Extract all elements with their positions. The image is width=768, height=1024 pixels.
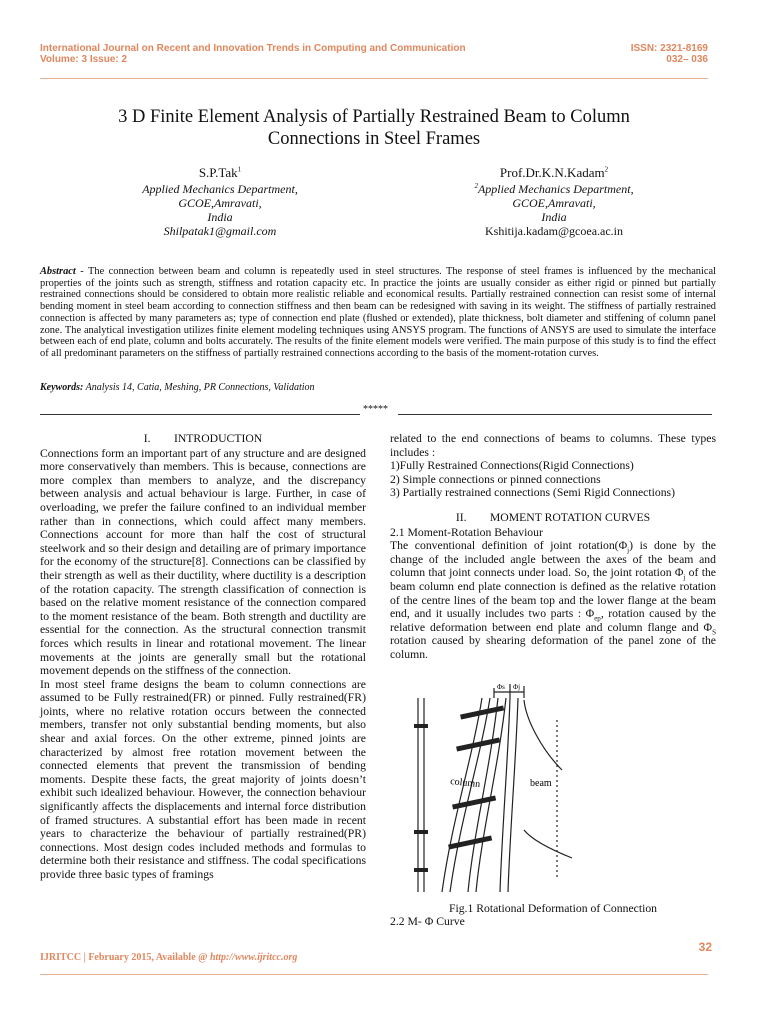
right-column [390, 432, 716, 662]
keywords [40, 382, 716, 394]
subsection-heading-2-1: 2.1 Moment-Rotation Behaviour [390, 525, 543, 539]
author-email[interactable]: Shilpatak1@gmail.com [163, 224, 277, 238]
column-web-line [442, 698, 482, 892]
author-dept: $^2$Applied Mechanics Department, [474, 182, 634, 196]
author-college: GCOE,Amravati, [178, 196, 262, 210]
abstract-label: Abstract [40, 266, 76, 277]
connection-diagram [412, 680, 582, 896]
header-divider [40, 78, 708, 79]
stiffener [414, 830, 428, 834]
beam-bottom-flange [524, 830, 572, 858]
journal-header [40, 43, 466, 65]
column-flange-deformed [468, 698, 498, 892]
column-label: column [449, 776, 481, 791]
stiffener [414, 724, 428, 728]
separator-stars: ***** [363, 404, 388, 415]
abstract [40, 266, 716, 360]
section-separator [40, 405, 712, 417]
phi-s-label: Φs [497, 683, 505, 691]
framing-type-3: 3) Partially restrained connections (Semi Rigid Connections) [390, 486, 675, 500]
paper-title [40, 106, 708, 150]
issn-header [631, 43, 708, 65]
page-range: 032– 036 [666, 54, 708, 65]
section-heading-introduction: I. INTRODUCTION [143, 432, 263, 445]
title-line-2: Connections in Steel Frames [267, 129, 481, 149]
author-1 [70, 166, 370, 238]
intro-paragraph-2: In most steel frame designs the beam to column connections are assumed to be Fully restrained(FR) or pinned. Fully restrained(FR) joints, where no relative rotation occurs between the connected members, transfer not only substantial bending moments, but also shear and axial forces. On the other extreme, pinned joints are characterized by almost free rotation movement between the connected elements that prevent the transmission of bending moments. Despite these facts, the great majority of joints doesn’t exhibit such idealized behaviour. However, the connection behaviour significantly affects the displacements and internal force distribution of framed structures. A substantial effort has been made in recent years to characterize the behaviour of partially restrained(PR) connections. Most design codes included methods and formulas to determine both their resistance and stiffness. The codal specifications provide three basic types of framings [40, 677, 366, 881]
author-college: GCOE,Amravati, [512, 196, 596, 210]
keywords-text: Analysis 14, Catia, Meshing, PR Connections, Validation [83, 382, 315, 393]
bolt [460, 705, 504, 719]
moment-rotation-paragraph: The conventional definition of joint $rotation(\Phi_j)$ is done by the change of the included angle between the axes of the beam and column that joint connects under load. So, the joint rotation $\Phi_j$ of the beam column end plate connection is defined as the relative rotation of the centre lines of the beam top and the lower flange at the beam end, and it usually includes two parts : $\Phi_{ep}$, rotation caused by the relative deformation between end plate and column flange and $\Phi_S$ rotation caused by shearing deformation of the panel zone of the column. [390, 539, 716, 661]
separator-line-right [398, 414, 712, 415]
beam-top-flange [524, 700, 562, 770]
framing-type-2: 2) Simple connections or pinned connections [390, 472, 601, 486]
left-column [40, 432, 366, 882]
author-name: Prof.Dr.K.N.Kadam$^2$ [499, 165, 609, 180]
author-dept: Applied Mechanics Department, [142, 182, 298, 196]
end-plate [500, 698, 510, 892]
author-2 [404, 166, 704, 238]
footer-text: IJRITCC | February 2015, Available @ [40, 952, 210, 963]
figure-rotational-deformation [412, 680, 582, 896]
author-country: India [541, 210, 567, 224]
framing-type-1: 1)Fully Restrained Connections(Rigid Connections) [390, 459, 634, 473]
author-name: S.P.Tak$^1$ [198, 165, 242, 180]
bolt [456, 737, 500, 751]
intro-paragraph-1: Connections form an important part of any structure and are designed more conservatively than members. This is because, connections are more complex than members to analyze, and the discrepancy between analysis and actual behaviour is large. Further, in case of overloading, we prefer the failure confined to an individual member rather than in connections, which could affect many members. Connections account for more than half the cost of structural steelwork and so their design and detailing are of primary importance for the economy of the structure[8]. Connections can be classified by their strength as well as their ductility, where ductility is a description of the rotation capacity. The strength classification of connection is based on the relative moment resistance of the connection compared to the moment resistance of the beam. Both strength and ductility are essential for the connection. As the structural connection transmit forces which results in linear and rotational movement. The linear movements at the joints are generally small but the rotational movement depends on the stiffness of the connection. [40, 446, 366, 678]
footer-divider [40, 974, 708, 975]
journal-name: International Journal on Recent and Innovation Trends in Computing and Communication [40, 43, 466, 54]
keywords-label: Keywords: [40, 382, 84, 393]
journal-volume: Volume: 3 Issue: 2 [40, 54, 128, 65]
page-number: 32 [698, 940, 712, 954]
subsection-heading-2-2: 2.2 M- Φ Curve [390, 915, 465, 928]
issn: ISSN: 2321-8169 [630, 43, 708, 54]
section-heading-moment-rotation: II. MOMENT ROTATION CURVES [455, 510, 651, 524]
bolt [448, 835, 492, 849]
phi-j-label: Φj [513, 683, 521, 691]
framing-intro: related to the end connections of beams to columns. These types includes : [390, 432, 716, 459]
footer-url[interactable]: http://www.ijritcc.org [209, 952, 298, 963]
column-web-line [450, 698, 490, 892]
author-email[interactable]: Kshitija.kadam@gcoea.ac.in [485, 224, 623, 238]
figure-caption: Fig.1 Rotational Deformation of Connection [448, 902, 658, 915]
beam-label: beam [530, 778, 552, 789]
footer [40, 952, 297, 963]
stiffener [414, 868, 428, 872]
author-country: India [207, 210, 233, 224]
end-plate [508, 698, 518, 892]
separator-line-left [40, 414, 360, 415]
title-line-1: 3 D Finite Element Analysis of Partially Restrained Beam to Column [118, 107, 630, 127]
abstract-text: - The connection between beam and column is repeatedly used in steel structures. The response of steel frames is influenced by the mechanical properties of the joints such as strength, stiffness and rotation capacity etc. In practice the joints are usually consider as either rigid or pinned but partially restrained connections should be considered to obtain more realistic reliable and economical results. Partially restrained connection can resist some of internal bending moment in steel beam according to connection stiffness and then beam can be redesigned with saving in its weight. The stiffness of partially restrained connection is affected by many parameters as; type of connection end plate (flushed or extended), plate thickness, bolt diameter and stiffening of column panel zone. The analytical investigation utilizes finite element modeling techniques using ANSYS program. The functions of ANSYS are used to simulate the interface between each of end plate, column and bolts accurately. The results of the finite element models were verified. The main purpose of this study is to find the effect of all predominant parameters on the stiffness of partially restrained connections according to the basis of the moment-rotation curves. [40, 266, 716, 359]
